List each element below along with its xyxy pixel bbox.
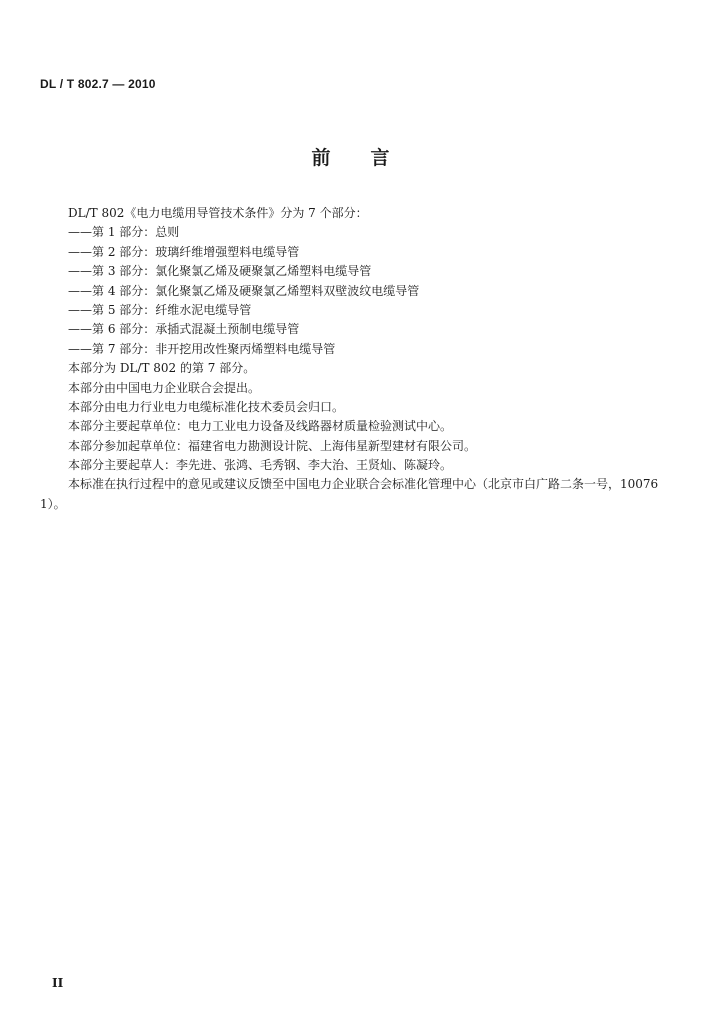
part-item: ——第 1 部分：总则 — [68, 225, 180, 240]
standard-code: DL / T 802.7 — 2010 — [40, 77, 156, 91]
preface-body — [40, 204, 660, 514]
part-item: ——第 4 部分：氯化聚氯乙烯及硬聚氯乙烯塑料双壁波纹电缆导管 — [68, 283, 420, 298]
part-item: ——第 5 部分：纤维水泥电缆导管 — [68, 302, 252, 317]
part-item: ——第 7 部分：非开挖用改性聚丙烯塑料电缆导管 — [68, 341, 336, 356]
part-item: ——第 6 部分：承插式混凝土预制电缆导管 — [68, 322, 300, 337]
page-number: II — [52, 976, 64, 990]
part-item: ——第 2 部分：玻璃纤维增强塑料电缆导管 — [68, 244, 300, 259]
statement-line: 本部分主要起草人：李先进、张鸿、毛秀钢、李大治、王贤灿、陈凝玲。 — [68, 458, 453, 473]
statement-line: 本部分参加起草单位：福建省电力勘测设计院、上海伟星新型建材有限公司。 — [68, 438, 477, 453]
statement-line: 本部分由中国电力企业联合会提出。 — [68, 380, 261, 395]
statement-line: 本部分由电力行业电力电缆标准化技术委员会归口。 — [68, 399, 345, 414]
statement-line: 本部分主要起草单位：电力工业电力设备及线路器材质量检验测试中心。 — [68, 419, 453, 434]
intro-line: DL/T 802《电力电缆用导管技术条件》分为 7 个部分： — [68, 206, 368, 220]
feedback-paragraph: 本标准在执行过程中的意见或建议反馈至中国电力企业联合会标准化管理中心（北京市白广路二条一号，100761）。 — [40, 477, 659, 511]
part-item: ——第 3 部分：氯化聚氯乙烯及硬聚氯乙烯塑料电缆导管 — [68, 264, 372, 279]
page-title: 前言 — [311, 147, 430, 169]
statement-line: 本部分为 DL/T 802 的第 7 部分。 — [68, 361, 256, 376]
